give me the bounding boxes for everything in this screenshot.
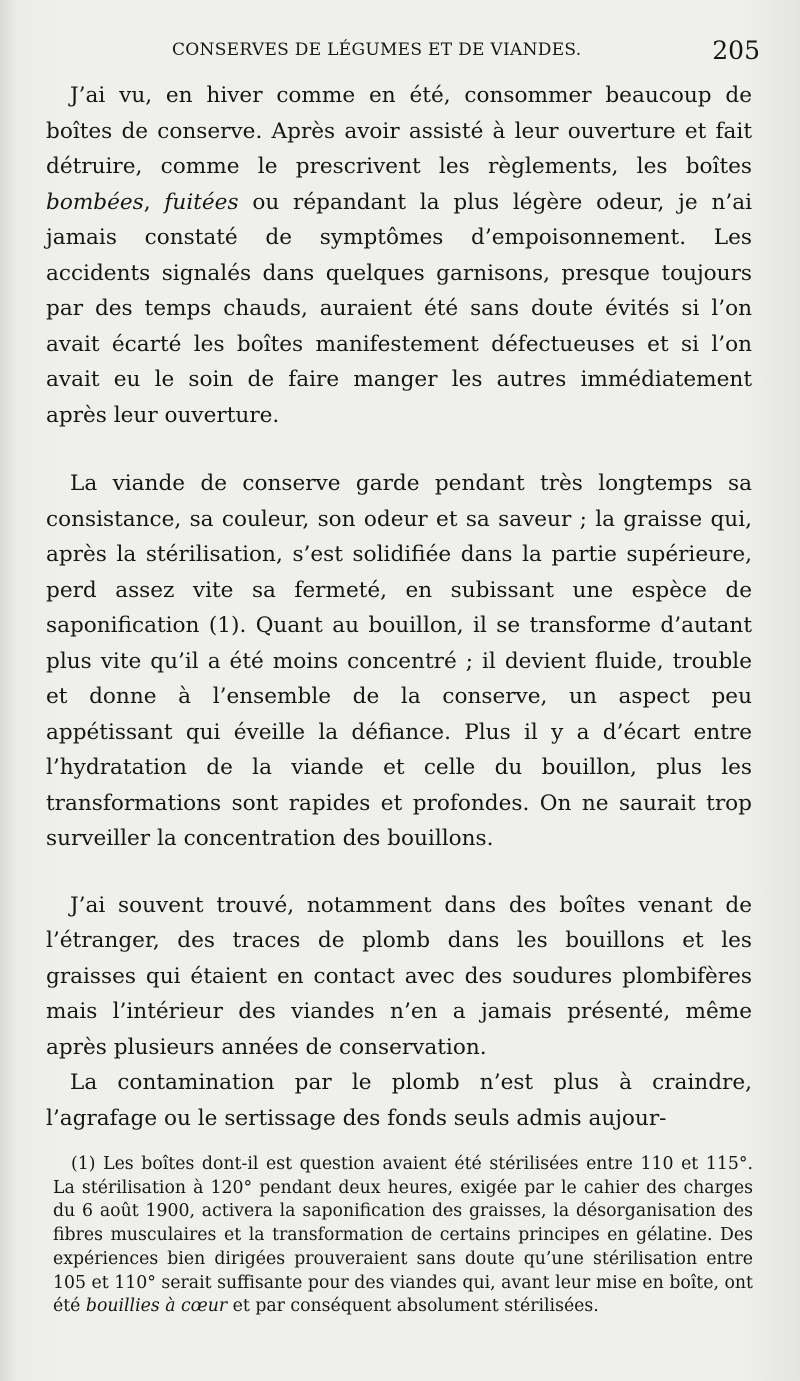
paragraph-4: La contamination par le plomb n’est plus à craindre, l’agrafage ou le sertissage des fonds seuls admis aujour- (46, 1070, 752, 1131)
paragraph-3: J’ai souvent trouvé, notamment dans des boîtes venant de l’étranger, des traces de plomb dans les bouillons et les graisses qui étaient en contact avec des soudures plombifères mais l’intérieur des viandes n’en a jamais présenté, même après plusieurs années de conservation. (46, 892, 752, 1060)
page-header (172, 36, 760, 66)
paragraph-1-text-b: , (143, 189, 165, 215)
footnote-text-b: et par conséquent absolument stérilisées. (227, 1296, 599, 1317)
footnote-1 (53, 1153, 753, 1319)
footnote-italic: bouillies à cœur (85, 1296, 228, 1317)
paragraph-1-text-c: ou répandant la plus légère odeur, je n’ai jamais constaté de symptômes d’empoisonnement. Les accidents signalés dans quelques garnisons, presque toujours par des temps chauds, auraient été sans doute évités si l’on avait écarté les boîtes manifestement défectueuses et si l’on avait eu le soin de faire manger les autres immédiatement après leur ouverture. (46, 189, 752, 428)
paragraph-1-italic-bombees: bombées (46, 189, 144, 215)
running-title: CONSERVES DE LÉGUMES ET DE VIANDES. (172, 40, 582, 60)
paragraph-2: La viande de conserve garde pendant très longtemps sa consistance, sa couleur, son odeur et sa saveur ; la graisse qui, après la stérilisation, s’est solidifiée dans la partie supérieure, perd assez vite sa fermeté, en subissant une espèce de saponification (1). Quant au bouillon, il se transforme d’autant plus vite qu’il a été moins concentré ; il devient fluide, trouble et donne à l’ensemble de la conserve, un aspect peu appétissant qui éveille la défiance. Plus il y a d’écart entre l’hydratation de la viande et celle du bouillon, plus les transformations sont rapides et profondes. On ne saurait trop surveiller la concentration des bouillons. (46, 471, 752, 851)
page-number: 205 (712, 36, 760, 65)
paragraph-1 (46, 78, 752, 433)
footnote-text-a: (1) Les boîtes dont-il est question avaient été stérilisées entre 110 et 115°. La stérilisation à 120° pendant deux heures, exigée par le cahier des charges du 6 août 1900, activera la saponification des graisses, la désorganisation des fibres musculaires et la transformation de certains principes en gélatine. Des expériences bien dirigées prouveraient sans doute qu’une stérilisation entre 105 et 110° serait suffisante pour des viandes qui, avant leur mise en boîte, ont été (53, 1154, 753, 1317)
main-text (46, 78, 752, 1136)
paragraph-1-italic-fuitees: fuitées (164, 189, 239, 215)
footnote (53, 1153, 753, 1319)
paragraph-1-text-a: J’ai vu, en hiver comme en été, consommer beaucoup de boîtes de conserve. Après avoir assisté à leur ouverture et fait détruire, comme le prescrivent les règlements, les boîtes (46, 83, 752, 179)
